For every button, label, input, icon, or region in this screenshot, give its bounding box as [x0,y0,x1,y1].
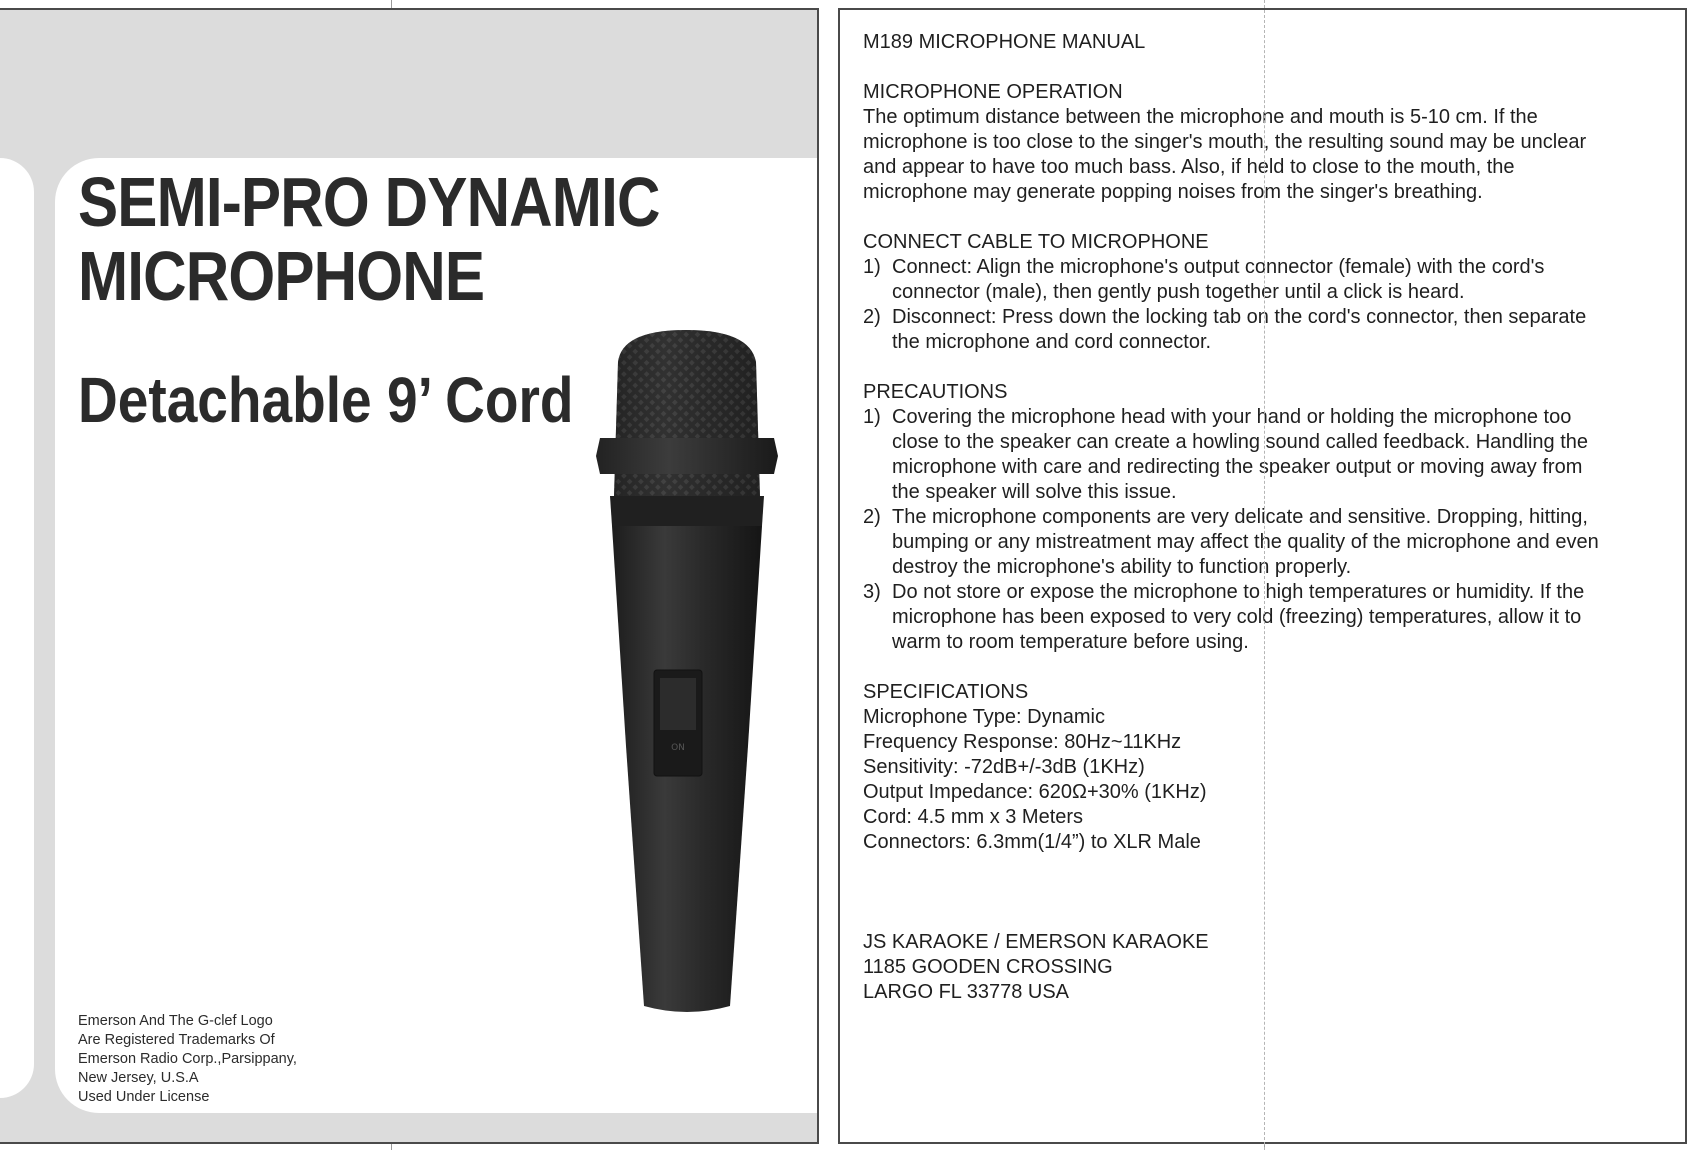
list-line: Disconnect: Press down the locking tab on the cord's connector, then separate [892,306,1587,328]
list-number: 2) [863,506,881,528]
trademark-notice [78,1012,297,1107]
list-number: 1) [863,256,881,278]
list-line: connector (male), then gently push together until a click is heard. [892,281,1465,303]
crop-mark [391,1144,392,1150]
address-line: LARGO FL 33778 USA [863,981,1070,1003]
crop-mark [391,0,392,8]
spec-line: Sensitivity: -72dB+/-3dB (1KHz) [863,756,1145,778]
list-number: 1) [863,406,881,428]
list-number: 3) [863,581,881,603]
list-line: The microphone components are very delicate and sensitive. Dropping, hitting, [892,506,1588,528]
spec-line: Frequency Response: 80Hz~11KHz [863,731,1182,753]
list-line: destroy the microphone's ability to function properly. [892,556,1352,578]
section-specifications [863,680,1668,855]
section-heading: SPECIFICATIONS [863,681,1029,703]
cover-subtitle: Detachable 9’ Cord [78,364,574,436]
list-line: Covering the microphone head with your hand or holding the microphone too [892,406,1572,428]
cover-title [78,165,660,313]
section-precautions [863,380,1668,655]
list-line: warm to room temperature before using. [892,631,1249,653]
microphone-image [590,326,785,1016]
manual-content [863,30,1668,1005]
section-heading: MICROPHONE OPERATION [863,81,1123,103]
manual-title: M189 MICROPHONE MANUAL [863,31,1146,53]
list-line: bumping or any mistreatment may affect the quality of the microphone and even [892,531,1599,553]
list-line: Do not store or expose the microphone to high temperatures or humidity. If the [892,581,1585,603]
company-address [863,930,1668,1005]
spec-line: Cord: 4.5 mm x 3 Meters [863,806,1084,828]
cover-title-line: MICROPHONE [78,237,485,315]
list-item [863,305,1668,355]
list-line: the speaker will solve this issue. [892,481,1177,503]
trademark-line: New Jersey, U.S.A [78,1070,199,1086]
cover-side-strip [0,158,34,1098]
list-line: close to the speaker can create a howling sound called feedback. Handling the [892,431,1589,453]
section-heading: PRECAUTIONS [863,381,1008,403]
paragraph-line: and appear to have too much bass. Also, if held to close to the mouth, the [863,156,1515,178]
list-line: Connect: Align the microphone's output connector (female) with the cord's [892,256,1545,278]
trademark-line: Used Under License [78,1089,210,1105]
fold-line [1264,0,1265,1150]
manual-panel [838,8,1687,1144]
trademark-line: Emerson And The G-clef Logo [78,1013,273,1029]
list-item [863,405,1668,505]
section-operation [863,80,1668,205]
list-line: microphone with care and redirecting the speaker output or moving away from [892,456,1583,478]
address-line: 1185 GOODEN CROSSING [863,956,1113,978]
list-line: microphone has been exposed to very cold (freezing) temperatures, allow it to [892,606,1582,628]
list-line: the microphone and cord connector. [892,331,1212,353]
paragraph-line: microphone is too close to the singer's mouth, the resulting sound may be unclear [863,131,1587,153]
spec-line: Microphone Type: Dynamic [863,706,1105,728]
list-number: 2) [863,306,881,328]
section-heading: CONNECT CABLE TO MICROPHONE [863,231,1209,253]
paragraph-line: microphone may generate popping noises from the singer's breathing. [863,181,1483,203]
spec-line: Connectors: 6.3mm(1/4”) to XLR Male [863,831,1201,853]
list-item [863,505,1668,580]
trademark-line: Are Registered Trademarks Of [78,1032,275,1048]
paragraph-line: The optimum distance between the microphone and mouth is 5-10 cm. If the [863,106,1538,128]
spec-line: Output Impedance: 620Ω+30% (1KHz) [863,781,1207,803]
section-connect [863,230,1668,355]
list-item [863,580,1668,655]
svg-text:ON: ON [671,743,685,753]
cover-title-line: SEMI-PRO DYNAMIC [78,163,660,241]
address-line: JS KARAOKE / EMERSON KARAOKE [863,931,1209,953]
list-item [863,255,1668,305]
trademark-line: Emerson Radio Corp.,Parsippany, [78,1051,297,1067]
